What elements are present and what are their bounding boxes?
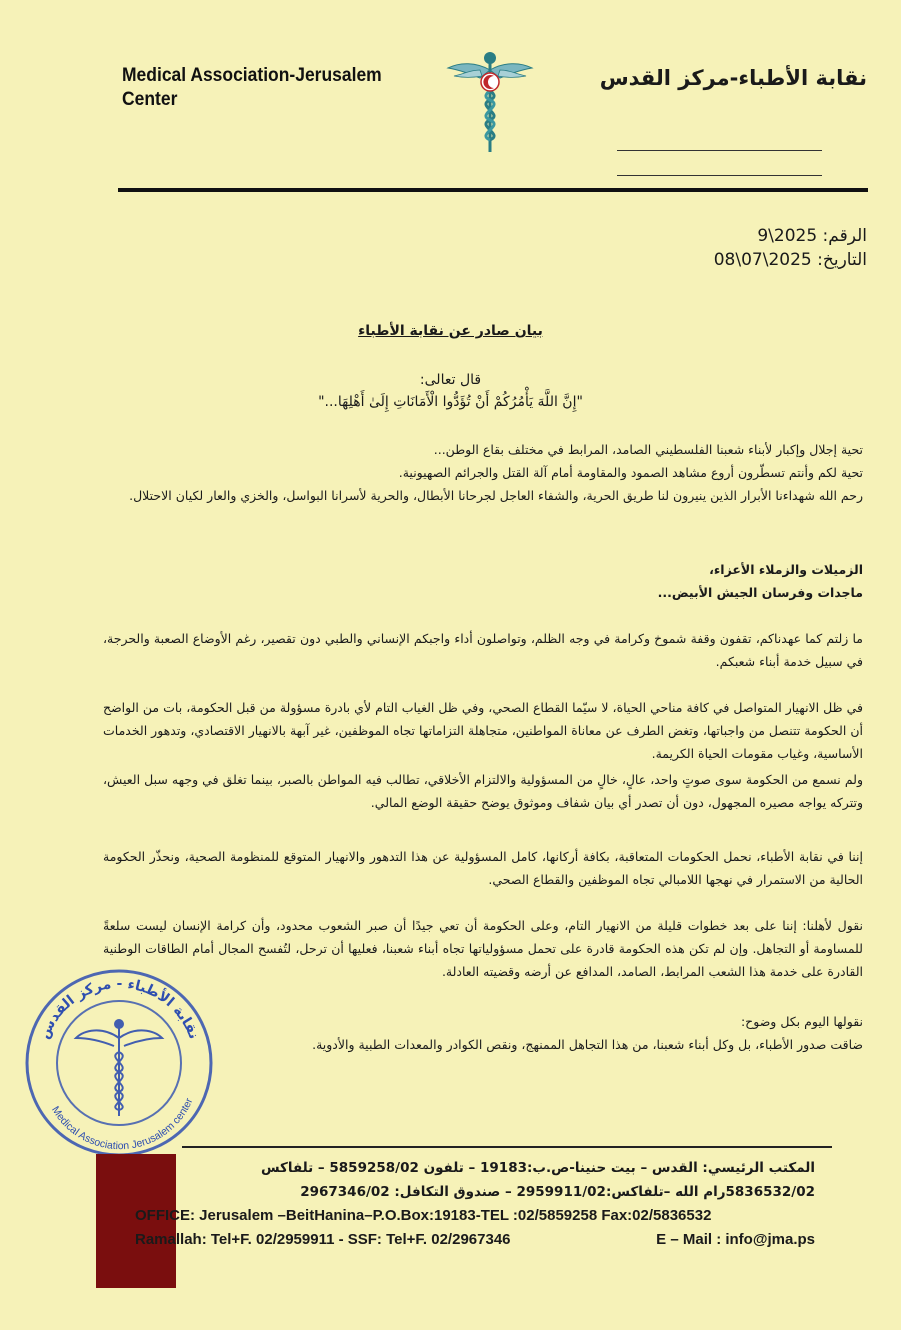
statement-title: بيان صادر عن نقابة الأطباء — [358, 323, 543, 339]
paragraph-4: ولم نسمع من الحكومة سوى صوتٍ واحد، عالٍ، خالٍ من المسؤولية والالتزام الأخلاقي، تطالب فيه المواطن بالصبر، بينما تغلق في وجهه سبل العيش، وتتركه يواجه مصيره المجهول، دون أن تصدر أي بيان شفاف وموثوق يوضح حقيقة الوضع المالي. — [103, 772, 863, 810]
org-name-english-line1: Medical Association-Jerusalem — [122, 65, 382, 86]
reference-number: الرقم: 2025\9 — [757, 226, 867, 246]
paragraph-6: نقول لأهلنا: إننا على بعد خطوات قليلة من الانهيار التام، وعلى الحكومة أن تعي جيدًا أن صبر الشعوب محدود، وأن كرامة الإنسان ليست سلعةً للمساومة أو التجاهل. وإن لم تكن هذه الحكومة قادرة على تحمل مسؤولياتها تجاه أبناء شعبنا، فعليها أن ترحل، لتُفسح المجال أمام الطاقات الوطنية القادرة على خدمة هذا الشعب المرابط، الصامد، المدافع عن أرضه وقضيته العادلة. — [103, 918, 863, 979]
salutation-line-2: ماجدات وفرسان الجيش الأبيض... — [657, 585, 863, 600]
paragraph-7 — [103, 1010, 863, 1056]
paragraph-greeting — [103, 438, 863, 507]
footer-arabic-line-2: 5836532/02رام الله –تلفاكس:2959911/02 – صندوق التكافل: 2967346/02 — [300, 1184, 815, 1200]
stamp-ring-english: Medical Association Jerusalem center — [49, 1096, 196, 1153]
stamp-ring-arabic: نقابة الأطباء - مركز القدس — [36, 975, 202, 1042]
stamp-caduceus-icon — [76, 1020, 162, 1116]
greeting-line-3: رحم الله شهداءنا الأبرار الذين ينيرون لنا طريق الحرية، والشفاء العاجل لجرحانا الأبطال، والحرية لأسرانا البواسل، والخزي والعار لكيان الاحتلال. — [129, 488, 863, 503]
greeting-line-2: تحية لكم وأنتم تسطّرون أروع مشاهد الصمود والمقاومة أمام آلة القتل والجرائم الصهيونية. — [398, 465, 863, 480]
footer-ramallah-contact: Ramallah: Tel+F. 02/2959911 - SSF: Tel+F. 02/2967346 — [135, 1231, 511, 1248]
paragraph-salutation — [103, 558, 863, 604]
paragraph-7-line-2: ضاقت صدور الأطباء، بل وكل أبناء شعبنا، من هذا التجاهل الممنهج، ونقص الكوادر والمعدات الطبية والأدوية. — [312, 1037, 863, 1052]
org-name-arabic: نقابة الأطباء-مركز القدس — [599, 66, 867, 90]
greeting-line-1: تحية إجلال وإكبار لأبناء شعبنا الفلسطيني الصامد، المرابط في مختلف بقاع الوطن... — [433, 442, 863, 457]
footer-email: E – Mail : info@jma.ps — [656, 1231, 815, 1248]
reference-date: التاريخ: 2025\07\08 — [713, 250, 867, 270]
official-stamp — [22, 966, 216, 1160]
caduceus-logo-icon — [446, 40, 534, 158]
salutation-line-1: الزميلات والزملاء الأعزاء، — [709, 562, 863, 577]
paragraph-5: إننا في نقابة الأطباء، نحمل الحكومات المتعاقبة، بكافة أركانها، كامل المسؤولية عن هذا التدهور والانهيار المتوقع للمنظومة الصحية، ونحذّر الحكومة الحالية من الاستمرار في نهجها اللامبالي تجاه الموظفين والقطاع الصحي. — [103, 849, 863, 887]
footer-contact — [135, 1156, 815, 1252]
org-name-english-line2: Center — [122, 89, 178, 110]
footer-english-line-2 — [135, 1228, 815, 1252]
paragraph-7-line-1: نقولها اليوم بكل وضوح: — [740, 1014, 863, 1029]
org-name-english — [122, 64, 398, 112]
footer-arabic-line-1: المكتب الرئيسي: القدس – بيت حنينا-ص.ب:19183 – تلفون 5859258/02 – تلفاكس — [260, 1160, 815, 1176]
signature-line-1 — [617, 150, 822, 151]
paragraph-2: ما زلتم كما عهدناكم، تقفون وقفة شموخ وكرامة في وجه الظلم، وتواصلون أداء واجبكم الإنساني والطبي دون تقصير، رغم الأوضاع الصعبة والحرجة، في سبيل خدمة أبناء شعبكم. — [103, 631, 863, 669]
footer-divider — [182, 1146, 832, 1148]
quote-intro: قال تعالى: — [419, 372, 482, 388]
paragraph-3: في ظل الانهيار المتواصل في كافة مناحي الحياة، لا سيّما القطاع الصحي، وفي ظل الغياب التام لأي بادرة مسؤولة من قبل الحكومة، بات من الواضح أن الحكومة تتنصل من واجباتها، وتغض الطرف عن معاناة المواطنين، متجاهلة التزاماتها تجاه الموظفين، غير آبهة بالانهيار الاقتصادي، وتدهور الخدمات الأساسية، وغياب مقومات الحياة الكريمة. — [103, 700, 863, 761]
footer-english-line-1: OFFICE: Jerusalem –BeitHanina–P.O.Box:19183-TEL :02/5859258 Fax:02/5836532 — [135, 1207, 712, 1224]
header-divider — [118, 188, 868, 192]
signature-line-2 — [617, 175, 822, 176]
quote-verse: "إِنَّ اللَّهَ يَأْمُرُكُمْ أَنْ تُؤَدُّوا الْأَمَانَاتِ إِلَىٰ أَهْلِهَا..." — [318, 394, 583, 410]
